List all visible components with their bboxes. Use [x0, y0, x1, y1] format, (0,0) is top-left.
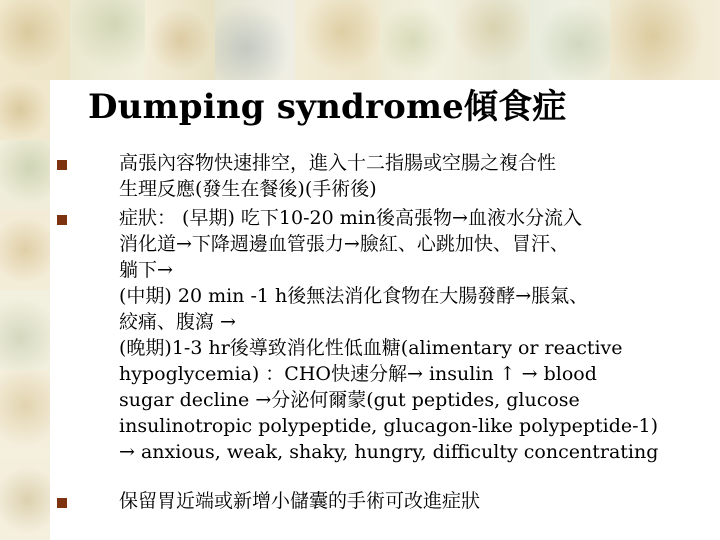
decor-tile — [380, 0, 455, 80]
decor-block — [0, 370, 50, 460]
text-line: sugar decline →分泌何爾蒙(gut peptides, glucose — [119, 389, 580, 411]
slide-title: Dumping syndrome傾食症 — [88, 87, 567, 127]
decor-tile — [295, 0, 380, 80]
text-line: (中期) 20 min -1 h後無法消化食物在大腸發酵→脹氣、 — [119, 285, 589, 307]
decor-block — [0, 460, 50, 540]
text-line: 躺下→ — [119, 259, 173, 281]
text-line: 生理反應(發生在餐後)(手術後) — [119, 178, 377, 200]
text-line: insulinotropic polypeptide, glucagon-like polypeptide-1) — [119, 415, 659, 437]
bullet-marker-icon — [57, 215, 67, 225]
decor-tile — [610, 0, 720, 80]
decor-block — [0, 290, 50, 370]
decor-block — [0, 210, 50, 290]
decor-tile — [530, 0, 610, 80]
bullet-marker-icon — [57, 498, 67, 508]
decor-tile — [70, 0, 145, 80]
text-line: 絞痛、腹瀉 → — [119, 311, 236, 333]
text-line: (晚期)1-3 hr後導致消化性低血糖(alimentary or reactive — [119, 337, 623, 359]
text-line: → anxious, weak, shaky, hungry, difficulty concentrating — [119, 441, 659, 463]
bullet-marker-icon — [57, 160, 67, 170]
decor-tile — [215, 0, 295, 80]
text-line: 消化道→下降週邊血管張力→臉紅、心跳加快、冒汗、 — [119, 233, 569, 255]
decor-block — [0, 140, 50, 210]
text-line: 高張內容物快速排空，進入十二指腸或空腸之複合性 — [119, 152, 557, 174]
decorative-left-strip — [0, 80, 50, 540]
bullet-item-symptoms — [119, 205, 679, 465]
text-line: hypoglycemia) ：CHO快速分解→ insulin ↑ → blood — [119, 363, 597, 385]
bullet-item-definition — [119, 150, 679, 202]
text-line: 症狀： (早期) 吃下10-20 min後高張物→血液水分流入 — [119, 207, 582, 229]
decor-tile — [145, 0, 215, 80]
text-line: 保留胃近端或新增小儲囊的手術可改進症狀 — [119, 490, 481, 512]
bullet-item-treatment — [119, 488, 679, 514]
decor-tile — [0, 0, 70, 80]
decor-block — [0, 80, 50, 140]
decorative-top-banner — [0, 0, 720, 80]
slide-content-panel — [50, 80, 720, 540]
decor-tile — [455, 0, 530, 80]
